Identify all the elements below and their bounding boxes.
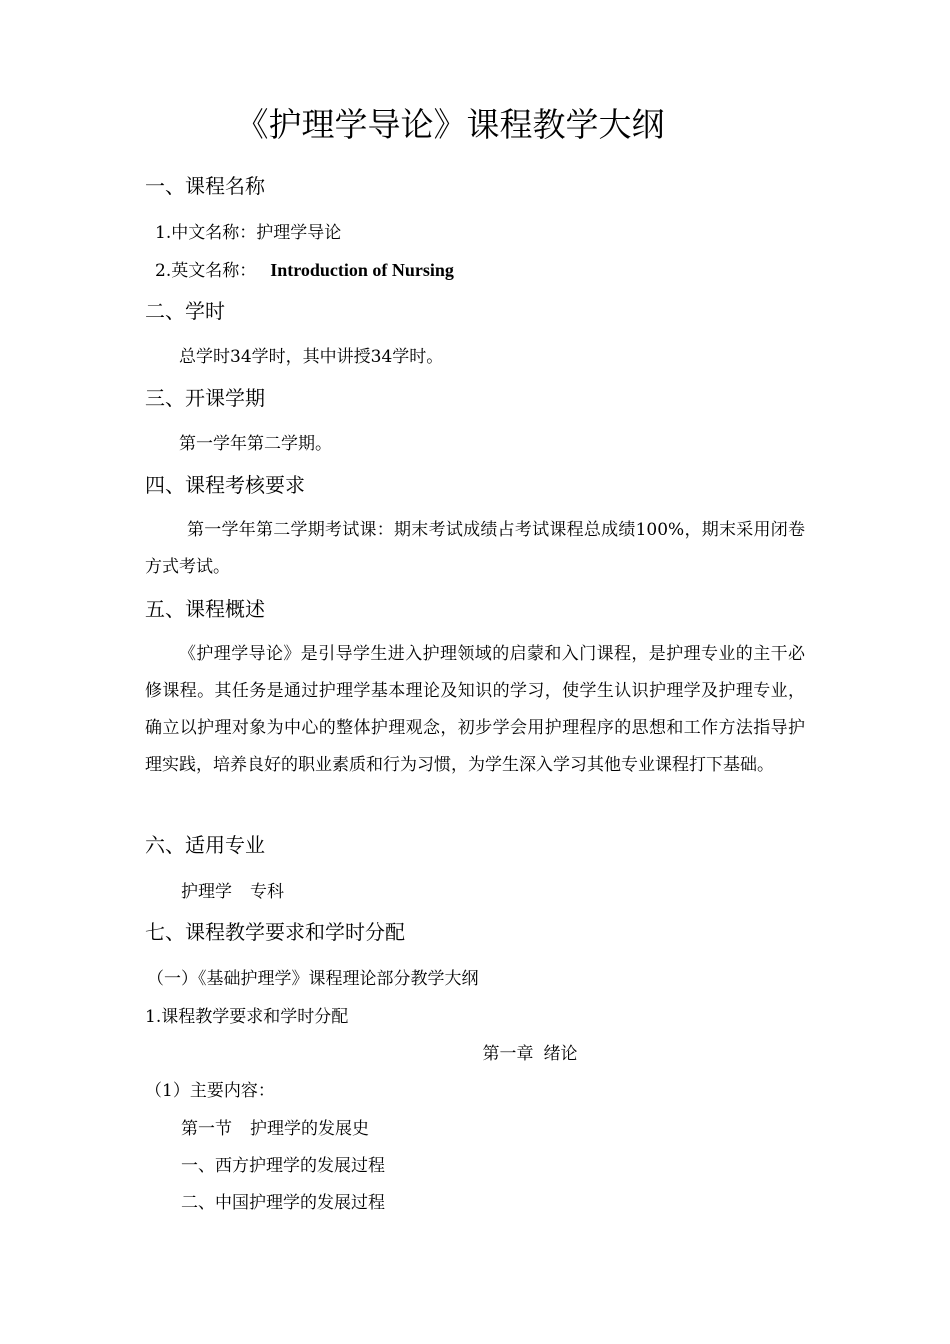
overview-paragraph: 《护理学导论》是引导学生进入护理领域的启蒙和入门课程，是护理专业的主干必修课程。其任务是通过护理学基本理论及知识的学习，使学生认识护理学及护理专业，确立以护理对象为中心的整体护理观念，初步学会用护理程序的思想和工作方法指导护理实践，培养良好的职业素质和行为习惯，为学生深入学习其他专业课程打下基础。 <box>145 644 805 775</box>
section-heading-major: 六、适用专业 <box>145 833 265 857</box>
section-heading-semester: 三、开课学期 <box>145 386 265 410</box>
hours-text: 总学时34学时，其中讲授34学时。 <box>179 347 444 367</box>
chapter-heading <box>200 1041 860 1067</box>
major-name: 护理学 <box>181 882 232 902</box>
section-title: 护理学的发展史 <box>250 1119 369 1139</box>
document-title: 《护理学导论》课程教学大纲 <box>235 105 665 144</box>
list-item: 二、中国护理学的发展过程 <box>181 1193 385 1213</box>
section-heading-requirements: 七、课程教学要求和学时分配 <box>145 920 405 944</box>
major-line <box>181 879 284 905</box>
english-name-label: 2.英文名称： <box>155 261 257 281</box>
english-name-value: Introduction of Nursing <box>270 260 454 280</box>
section-one-line <box>181 1116 369 1142</box>
chapter-title: 绪论 <box>543 1044 578 1064</box>
chinese-name-label: 1.中文名称： <box>155 223 257 243</box>
english-name-line <box>155 257 454 284</box>
assessment-paragraph: 第一学年第二学期考试课：期末考试成绩占考试课程总成绩100%，期末采用闭卷方式考试。 <box>145 520 805 577</box>
chinese-name-value: 护理学导论 <box>256 223 342 243</box>
section-heading-hours: 二、学时 <box>145 299 225 323</box>
chapter-number: 第一章 <box>482 1044 534 1064</box>
theory-syllabus-heading: （一）《基础护理学》课程理论部分教学大纲 <box>147 969 479 989</box>
requirements-item: 1.课程教学要求和学时分配 <box>145 1007 349 1027</box>
chinese-name-line <box>155 220 341 246</box>
major-level: 专科 <box>250 882 284 902</box>
section-heading-assessment: 四、课程考核要求 <box>145 473 305 497</box>
section-heading-course-name: 一、课程名称 <box>145 174 265 198</box>
main-content-label: （1）主要内容： <box>145 1081 275 1101</box>
list-item: 一、西方护理学的发展过程 <box>181 1156 385 1176</box>
semester-text: 第一学年第二学期。 <box>179 434 332 454</box>
section-heading-overview: 五、课程概述 <box>145 597 265 621</box>
section-number: 第一节 <box>181 1119 232 1139</box>
